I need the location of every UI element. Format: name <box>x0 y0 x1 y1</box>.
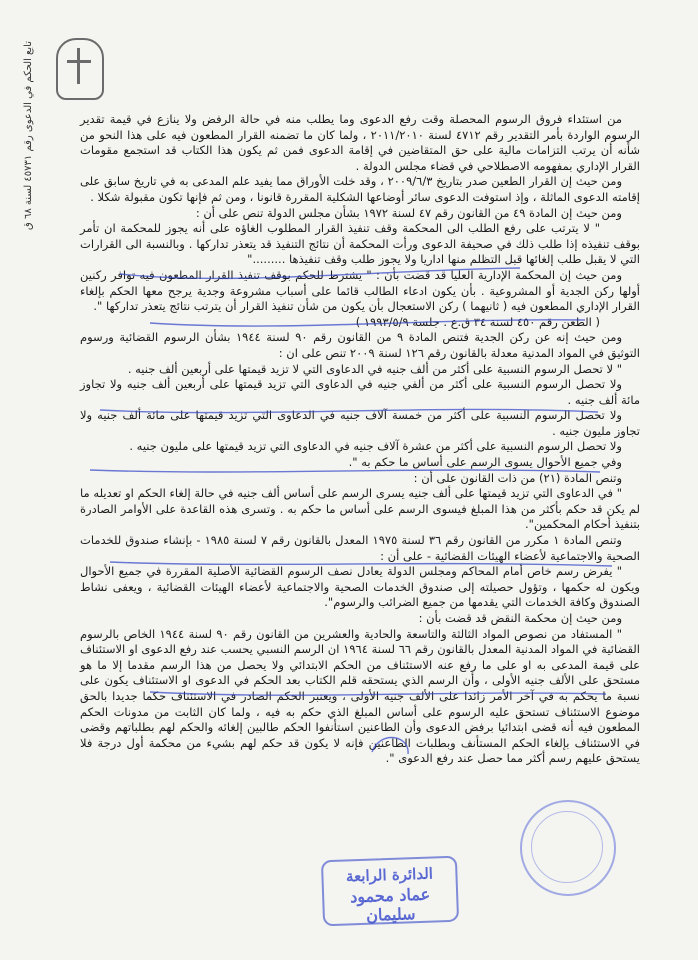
pen-underline <box>150 320 585 326</box>
circuit-stamp <box>321 856 459 927</box>
paragraph: وتنص المادة ١ مكرر من القانون رقم ٣٦ لسنة ١٩٧٥ المعدل بالقانون رقم ٧ لسنة ١٩٨٥ - بإنشاء صندوق للخدمات الصحية والاجتماعية لأعضاء الهيئات القضائية - على أن : <box>80 533 640 563</box>
pen-underline <box>100 409 598 412</box>
stamp-line-2: عماد محمود سليمان <box>349 884 431 925</box>
paragraph: ومن حيث إن المحكمة الإدارية العليا قد قضت بأن : " يشترط للحكم بوقف تنفيذ القرار المطعون فيه توافر ركنين أولها ركن الجدية أو المشروعية . بأن يكون ادعاء الطالب قائما على أسباب مشروعة وجدية يرجح معها الحكم بإلغاء القرار الإداري المطعون فيه ( ثانيهما ) ركن الاستعجال بأن يكون من شأن تنفيذ القرار أن يترتب نتائج يتعذر تداركها ". <box>80 267 640 314</box>
quote-paragraph: ولا تحصل الرسوم النسبية على أكثر من خمسة آلاف جنيه في الدعاوى التي تزيد قيمتها على مائة ألف جنيه ولا تجاوز مليون جنيه . <box>80 408 640 438</box>
paragraph: ومن حيث إن المادة ٤٩ من القانون رقم ٤٧ لسنة ١٩٧٢ بشأن مجلس الدولة تنص على أن : <box>195 205 622 220</box>
quote-paragraph: ولا تحصل الرسوم النسبية على أكثر من ألفي جنيه في الدعاوى التي تزيد قيمتها على أربعين ألف جنيه ولا تجاوز مائة ألف جنيه . <box>80 377 640 407</box>
pen-underline <box>120 268 520 278</box>
paragraph: ومن حيث إن القرار الطعين صدر بتاريخ ٢٠٠٩/٦/٣ ، وقد خلت الأوراق مما يفيد علم المدعى به في تاريخ سابق على إقامته الدعوى الماثلة ، وإذ استوفت الدعوى سائر أوضاعها الشكلية المقررة قانونا ، ومن ثم فإنها تكون مقبولة شكلا . <box>80 174 640 204</box>
side-header-text: تابع الحكم في الدعوى رقم ٤٥٧٣١ لسنة ٦٨ ق <box>22 40 34 230</box>
pen-underline <box>110 562 612 566</box>
stamp-line-1: الدائرة الرابعة <box>345 864 434 886</box>
paragraph: ومن حيث إن محكمة النقض قد قضت بأن : <box>418 611 622 625</box>
paragraph: وتنص المادة (٢١) من ذات القانون على أن : <box>413 470 622 485</box>
paragraph: من استئداء فروق الرسوم المحصلة وقت رفع الدعوى وما يطلب منه في حالة الرفض ولا ينازع في قيمة تقدير الرسوم الواردة بأمر التقدير رقم ٤٧١٢ لسنة ٢٠١١/٢٠١٠ ، ولما كان ما تضمنه القرار المطعون فيه على هذا النحو من شأنه أن يرتب التزامات مالية على حق المتقاضين في إقامة الدعوى فمن ثم يكون هذا الكتاب قد استجمع مقومات القرار الإداري بمفهومه الاصطلاحي في قضاء مجلس الدولة . <box>80 112 640 173</box>
citation: ( الطعن رقم ٤٥٠ لسنة ٣٤ ق.ع . جلسة ١٩٩٣/٥/٩ ) <box>355 314 600 329</box>
quote-paragraph: " يفرض رسم خاص أمام المحاكم ومجلس الدولة يعادل نصف الرسوم القضائية الأصلية المقررة في جميع الأحوال ويكون له حكمها ، وتؤول حصيلته إلى صندوق الخدمات الصحية والاجتماعية لأعضاء الهيئات القضائية ، ويعفى نشاط الصندوق وكافة الخدمات التي يقدمها من جميع الضرائب والرسوم". <box>80 564 640 610</box>
quote-paragraph: " لا تحصل الرسوم النسبية على أكثر من ألف جنيه في الدعاوى التي لا تزيد قيمتها على أربعين ألف جنيه . <box>127 361 622 376</box>
quote-paragraph: ولا تحصل الرسوم النسبية على أكثر من عشرة آلاف جنيه في الدعاوى التي تزيد قيمتها على مليون جنيه . <box>129 439 622 454</box>
quote-paragraph: " المستفاد من نصوص المواد الثالثة والتاسعة والحادية والعشرين من القانون رقم ٩٠ لسنة ١٩٤٤ الخاص بالرسوم القضائية في المواد المدنية المعدل بالقانون رقم ٦٦ لسنة ١٩٦٤ ان الرسم النسبي يحسب عند رفع الدعوى او الاستئناف على قيمة المدعى به او على ما رفع عنه الاستئناف من الحكم الابتدائي ولا يحصل من هذا الرسم مقدما إلا ما هو مستحق على الألف جنيه الأولى ، وأن الرسم الذي يستحقه قلم الكتاب بعد الحكم في الدعوى او الاستئناف يكون على نسبة ما يحكم به في آخر الأمر زائدا على الألف جنيه الأولى ، ويعتبر الحكم الصادر في الاستئناف حكما جديدا بالحق موضوع الاستئناف تستحق عليه الرسوم على أساس المبلغ الذي حكم به فيه ، ولما كان الثابت من مدونات الحكم المطعون فيه أنه قضى ابتدائيا برفض الدعوى وأن الطاعنين استأنفوا الحكم طالبين إلغائه والحكم لهم بطلباتهم وقضى في الاستئناف بإلغاء الحكم المستأنف وبطلبات الطاعنين فإنه لا يكون قد حكم لهم بشيء من محكمة أول درجة فلا يستحق عليهم رسم أكثر مما حصل عند رفع الدعوى ". <box>80 626 640 766</box>
pen-underline <box>90 470 600 472</box>
pen-underline <box>150 692 606 695</box>
paragraph: ومن حيث إنه عن ركن الجدية فتنص المادة ٩ من القانون رقم ٩٠ لسنة ١٩٤٤ بشأن الرسوم القضائية ورسوم التوثيق في المواد المدنية معدلة بالقانون رقم ١٢٦ لسنة ٢٠٠٩ تنص على ان : <box>80 330 640 360</box>
quote-paragraph: " في الدعاوى التي تزيد قيمتها على ألف جنيه يسرى الرسم على أساس ألف جنيه في حالة إلغاء الحكم او تعديله ما لم يكن قد حكم بأكثر من هذا المبلغ فيسوى الرسم على أساس ما حكم به . وتسرى هذه القاعدة على الأوامر الصادرة بتنفيذ أحكام المحكمين". <box>80 486 640 532</box>
quote-paragraph: وفي جميع الأحوال يسوى الرسم على أساس ما حكم به ". <box>348 455 622 470</box>
pen-underline <box>372 738 408 754</box>
quote-paragraph: " لا يترتب على رفع الطلب الى المحكمة وقف تنفيذ القرار المطلوب الغاؤه على أنه يجوز للمحكمة ان تأمر بوقف تنفيذه إذا طلب ذلك في صحيفة الدعوى ورأت المحكمة أن نتائج التنفيذ قد يتعذر تداركها . وبالنسبة الى القرارات التي لا يقبل طلب إلغائها قبل التظلم منها اداريا ولا يجوز طلب وقف تنفيذها ........." <box>80 221 640 267</box>
